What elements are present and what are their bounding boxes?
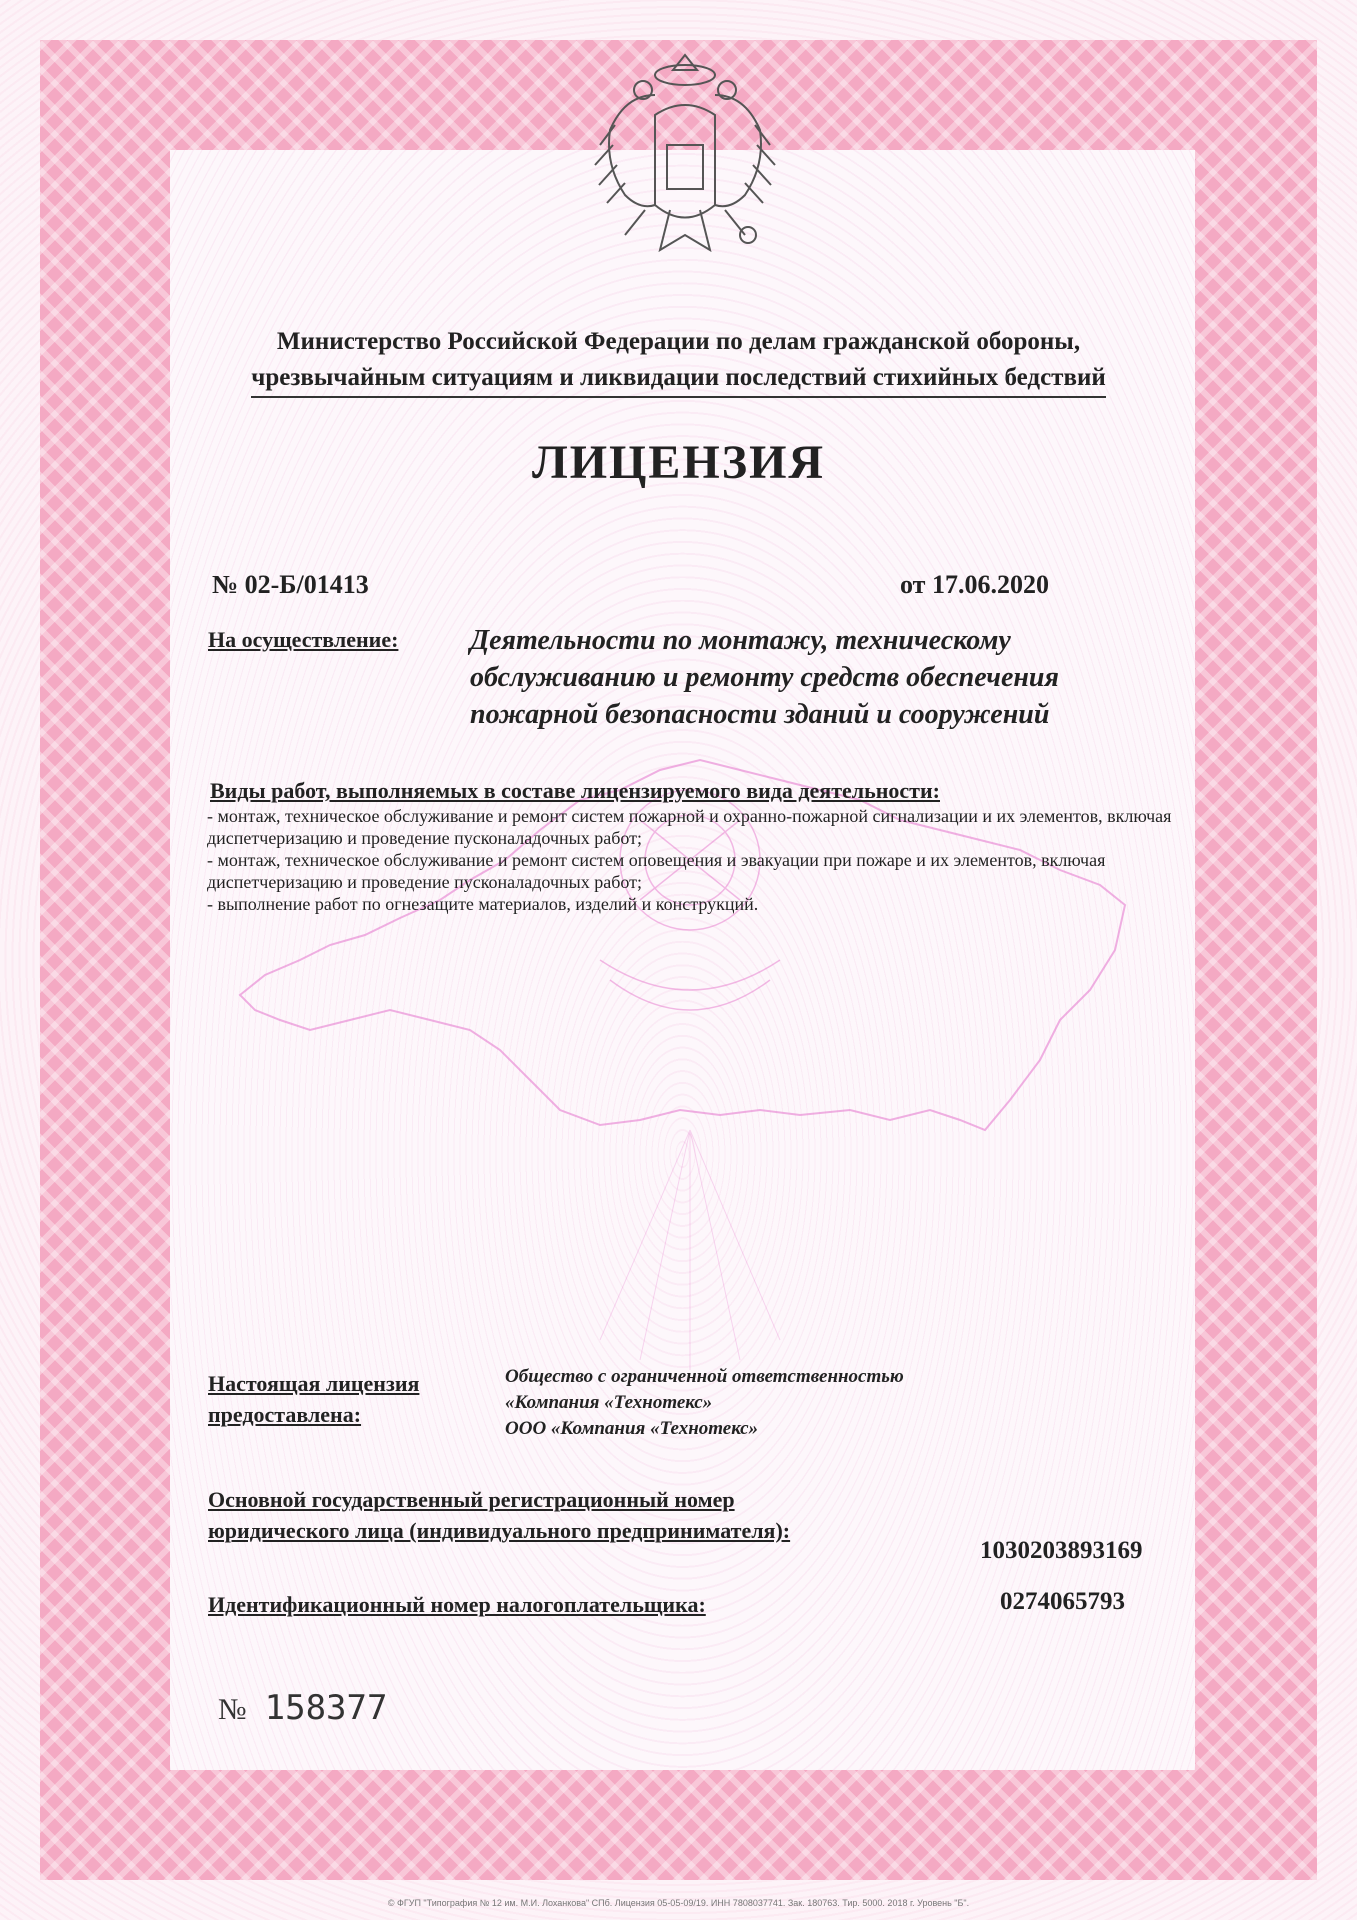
grantee-line: «Компания «Технотекс» <box>505 1392 713 1413</box>
ogrn-label: Основной государственный регистрационный номер юридического лица (индивидуального предпринимателя): <box>208 1487 791 1543</box>
license-number-label: № <box>212 570 239 599</box>
purpose-label: На осуществление: <box>208 627 399 652</box>
license-number-value: 02-Б/01413 <box>244 570 369 599</box>
inn-label: Идентификационный номер налогоплательщика: <box>208 1592 706 1617</box>
form-serial-number <box>218 1688 387 1728</box>
form-number-sign: № <box>218 1693 247 1726</box>
inn-value: 0274065793 <box>1000 1588 1125 1615</box>
list-item: - монтаж, техническое обслуживание и ремонт систем пожарной и охранно-пожарной сигнализации и их элементов, включая диспетчеризацию и проведение пусконаладочных работ; <box>207 806 1172 848</box>
list-item: - выполнение работ по огнезащите материалов, изделий и конструкций. <box>207 894 759 914</box>
grantee-label: Настоящая лицензия предоставлена: <box>208 1371 420 1427</box>
license-date <box>900 570 1049 600</box>
grantee-line: ООО «Компания «Технотекс» <box>505 1418 759 1439</box>
license-number <box>212 570 369 600</box>
list-item: - монтаж, техническое обслуживание и ремонт систем оповещения и эвакуации при пожаре и их элементов, включая диспетчеризацию и проведение пусконаладочных работ; <box>207 850 1106 892</box>
document-title: ЛИЦЕНЗИЯ <box>531 436 826 489</box>
grantee-name <box>505 1364 1105 1442</box>
license-date-value: 17.06.2020 <box>931 570 1049 599</box>
ministry-line-2: чрезвычайным ситуациям и ликвидации последствий стихийных бедствий <box>251 360 1106 398</box>
ministry-heading <box>190 324 1167 398</box>
grantee-line: Общество с ограниченной ответственностью <box>505 1366 904 1387</box>
coat-of-arms-emblem <box>585 35 785 285</box>
purpose-text: Деятельности по монтажу, техническому обслуживанию и ремонту средств обеспечения пожарной безопасности зданий и сооружений <box>470 625 1059 730</box>
works-list <box>207 805 1207 915</box>
license-date-label: от <box>900 570 926 599</box>
works-heading: Виды работ, выполняемых в составе лицензируемого вида деятельности: <box>210 778 940 803</box>
ministry-line-1: Министерство Российской Федерации по делам гражданской обороны, <box>276 328 1081 355</box>
ogrn-value: 1030203893169 <box>980 1537 1143 1564</box>
form-number-value: 158377 <box>264 1688 388 1728</box>
printer-imprint: © ФГУП "Типография № 12 им. М.И. Лоханкова" СПб. Лицензия 05-05-09/19. ИНН 7808037741. Зак. 180763. Тир. 5000. 2018 г. Уровень "Б". <box>387 1898 970 1908</box>
